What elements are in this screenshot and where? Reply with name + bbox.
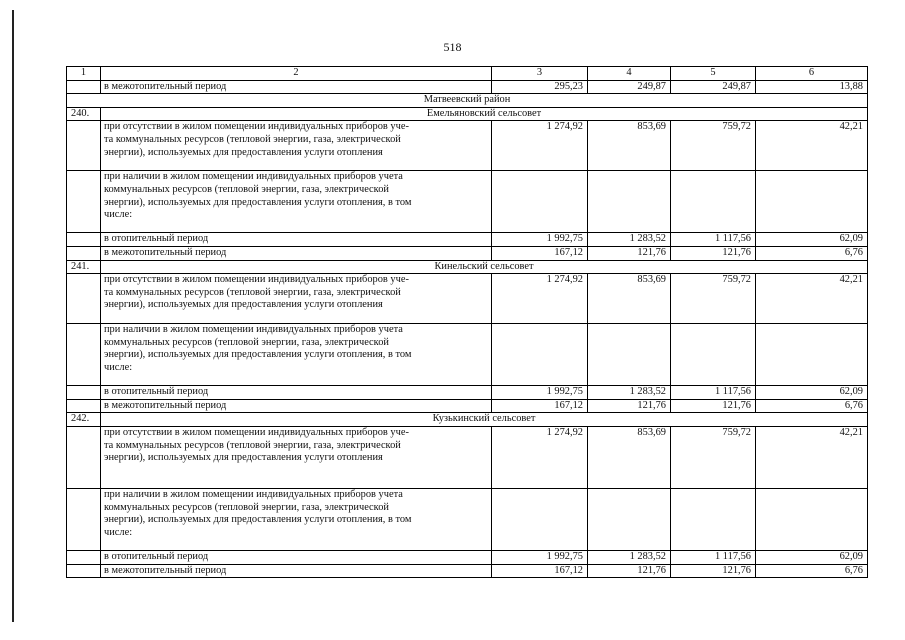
description-line: та коммунальных ресурсов (тепловой энергии, газа, электрической — [104, 286, 401, 298]
table-row — [67, 80, 868, 94]
value-cell: 13,88 — [756, 80, 868, 94]
value-cell: 249,87 — [588, 80, 671, 94]
description-line: числе: — [104, 361, 133, 373]
table-row — [67, 550, 868, 564]
num-cell — [67, 121, 101, 171]
value-cell: 1 992,75 — [492, 233, 588, 247]
value-cell: 1 117,56 — [671, 550, 756, 564]
description-line: энергии), используемых для предоставления услуги отопления — [104, 452, 383, 464]
description-line: числе: — [104, 209, 133, 221]
section-title: Кузькинский сельсовет — [101, 413, 868, 427]
section-row — [67, 260, 868, 274]
value-cell — [671, 171, 756, 233]
value-cell — [671, 324, 756, 386]
value-cell — [588, 488, 671, 550]
value-cell — [756, 171, 868, 233]
num-cell — [67, 274, 101, 324]
description-cell — [101, 488, 492, 550]
table-row — [67, 324, 868, 386]
tariff-table — [66, 66, 868, 578]
description-cell — [101, 121, 492, 171]
num-cell — [67, 488, 101, 550]
value-cell: 1 992,75 — [492, 386, 588, 400]
num-cell — [67, 564, 101, 578]
section-row — [67, 107, 868, 121]
value-cell: 6,76 — [756, 399, 868, 413]
value-cell: 1 274,92 — [492, 121, 588, 171]
value-cell: 1 274,92 — [492, 274, 588, 324]
table-row — [67, 426, 868, 488]
value-cell: 1 117,56 — [671, 386, 756, 400]
description-cell — [101, 426, 492, 488]
value-cell: 121,76 — [588, 399, 671, 413]
num-cell — [67, 426, 101, 488]
header-cell: 2 — [101, 67, 492, 81]
section-number: 242. — [67, 413, 101, 427]
num-cell — [67, 399, 101, 413]
value-cell — [671, 488, 756, 550]
section-title: Кинельский сельсовет — [101, 260, 868, 274]
description-line: энергии), используемых для предоставления услуги отопления — [104, 146, 383, 158]
table-row — [67, 386, 868, 400]
row-label: в отопительный период — [101, 386, 492, 400]
num-cell — [67, 550, 101, 564]
num-cell — [67, 233, 101, 247]
row-label: в межотопительный период — [101, 246, 492, 260]
value-cell: 759,72 — [671, 274, 756, 324]
description-line: энергии), используемых для предоставления услуги отопления, в том — [104, 196, 412, 208]
value-cell: 62,09 — [756, 386, 868, 400]
value-cell: 42,21 — [756, 121, 868, 171]
description-cell — [101, 324, 492, 386]
value-cell: 853,69 — [588, 426, 671, 488]
table-row — [67, 171, 868, 233]
description-line: коммунальных ресурсов (тепловой энергии, газа, электрической — [104, 183, 389, 195]
num-cell — [67, 246, 101, 260]
value-cell — [492, 324, 588, 386]
description-line: при отсутствии в жилом помещении индивидуальных приборов уче- — [104, 274, 409, 286]
value-cell: 759,72 — [671, 426, 756, 488]
value-cell: 6,76 — [756, 564, 868, 578]
value-cell — [492, 488, 588, 550]
description-line: при наличии в жилом помещении индивидуальных приборов учета — [104, 488, 403, 500]
page-number: 518 — [443, 40, 462, 54]
value-cell — [492, 171, 588, 233]
row-label: в межотопительный период — [101, 564, 492, 578]
header-cell: 3 — [492, 67, 588, 81]
description-line: энергии), используемых для предоставления услуги отопления, в том — [104, 349, 412, 361]
description-line: коммунальных ресурсов (тепловой энергии, газа, электрической — [104, 501, 389, 513]
section-number: 241. — [67, 260, 101, 274]
header-cell: 1 — [67, 67, 101, 81]
value-cell: 121,76 — [588, 246, 671, 260]
value-cell: 1 283,52 — [588, 233, 671, 247]
value-cell: 6,76 — [756, 246, 868, 260]
table-row — [67, 246, 868, 260]
description-line: коммунальных ресурсов (тепловой энергии, газа, электрической — [104, 336, 389, 348]
section-number: 240. — [67, 107, 101, 121]
value-cell: 62,09 — [756, 550, 868, 564]
description-line: числе: — [104, 526, 133, 538]
value-cell: 1 283,52 — [588, 386, 671, 400]
value-cell: 121,76 — [671, 564, 756, 578]
value-cell: 853,69 — [588, 121, 671, 171]
value-cell: 1 117,56 — [671, 233, 756, 247]
value-cell: 167,12 — [492, 246, 588, 260]
row-label: в отопительный период — [101, 550, 492, 564]
description-line: при наличии в жилом помещении индивидуальных приборов учета — [104, 324, 403, 336]
value-cell: 62,09 — [756, 233, 868, 247]
scan-edge-line — [12, 10, 14, 622]
value-cell: 42,21 — [756, 426, 868, 488]
section-row — [67, 413, 868, 427]
value-cell: 167,12 — [492, 399, 588, 413]
row-label: в межотопительный период — [101, 399, 492, 413]
header-cell: 6 — [756, 67, 868, 81]
num-cell — [67, 324, 101, 386]
table-row — [67, 564, 868, 578]
description-line: та коммунальных ресурсов (тепловой энергии, газа, электрической — [104, 439, 401, 451]
value-cell: 121,76 — [671, 399, 756, 413]
row-label: в межотопительный период — [101, 80, 492, 94]
num-cell — [67, 80, 101, 94]
value-cell: 295,23 — [492, 80, 588, 94]
description-line: энергии), используемых для предоставления услуги отопления — [104, 299, 383, 311]
table-row — [67, 274, 868, 324]
value-cell: 1 274,92 — [492, 426, 588, 488]
value-cell: 42,21 — [756, 274, 868, 324]
value-cell — [588, 171, 671, 233]
value-cell: 249,87 — [671, 80, 756, 94]
value-cell: 121,76 — [588, 564, 671, 578]
value-cell: 759,72 — [671, 121, 756, 171]
value-cell: 121,76 — [671, 246, 756, 260]
value-cell: 1 992,75 — [492, 550, 588, 564]
header-row — [67, 67, 868, 81]
description-line: при наличии в жилом помещении индивидуальных приборов учета — [104, 171, 403, 183]
row-label: в отопительный период — [101, 233, 492, 247]
value-cell — [756, 488, 868, 550]
header-cell: 5 — [671, 67, 756, 81]
table-row — [67, 488, 868, 550]
description-line: энергии), используемых для предоставления услуги отопления, в том — [104, 514, 412, 526]
table-row — [67, 233, 868, 247]
value-cell — [588, 324, 671, 386]
district-row — [67, 94, 868, 108]
description-line: та коммунальных ресурсов (тепловой энергии, газа, электрической — [104, 133, 401, 145]
table-row — [67, 121, 868, 171]
description-cell — [101, 274, 492, 324]
table-row — [67, 399, 868, 413]
value-cell: 1 283,52 — [588, 550, 671, 564]
section-title: Емельяновский сельсовет — [101, 107, 868, 121]
header-cell: 4 — [588, 67, 671, 81]
description-cell — [101, 171, 492, 233]
description-line: при отсутствии в жилом помещении индивидуальных приборов уче- — [104, 121, 409, 133]
value-cell — [756, 324, 868, 386]
district-title: Матвеевский район — [67, 94, 868, 108]
description-line: при отсутствии в жилом помещении индивидуальных приборов уче- — [104, 426, 409, 438]
value-cell: 167,12 — [492, 564, 588, 578]
num-cell — [67, 386, 101, 400]
num-cell — [67, 171, 101, 233]
value-cell: 853,69 — [588, 274, 671, 324]
